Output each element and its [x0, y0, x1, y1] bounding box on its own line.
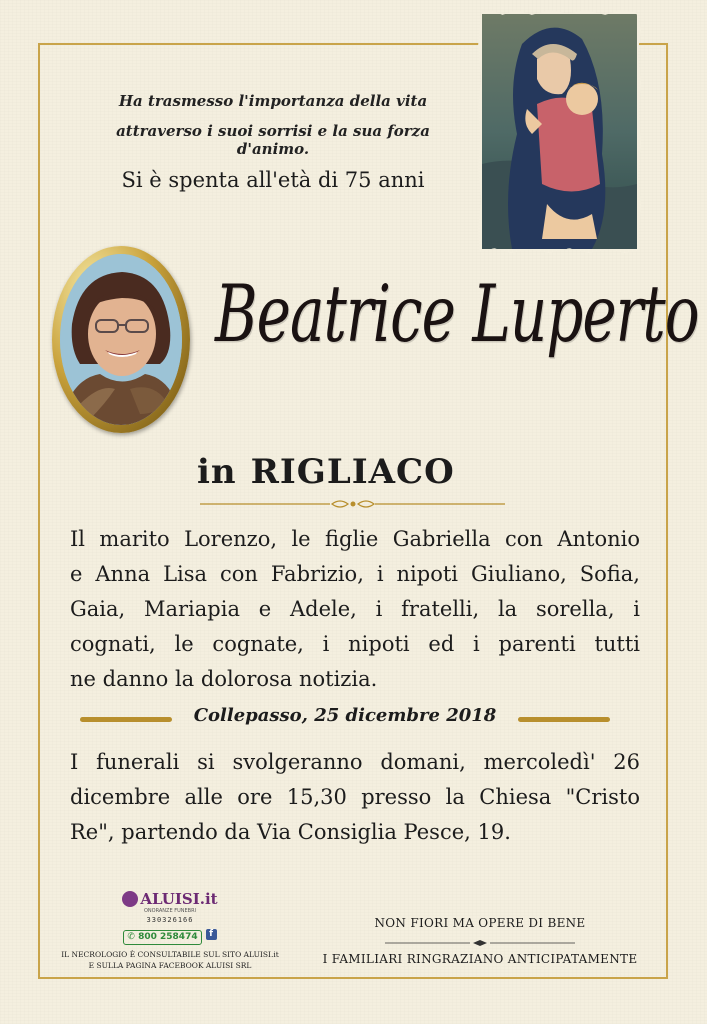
facebook-icon: f	[206, 929, 217, 940]
agency-logo-icon	[122, 891, 138, 907]
ornament-divider	[200, 497, 505, 511]
deceased-name: Beatrice Luperto	[215, 268, 699, 360]
family-line: cognati, le cognate, i nipoti ed i parenti tutti	[70, 632, 640, 656]
place-date-row	[80, 705, 610, 733]
funeral-info	[70, 745, 640, 850]
agency-note-line-1: IL NECROLOGIO È CONSULTABILE SUL SITO ALUISI.it	[61, 949, 279, 959]
agency-phone: 330326166	[146, 916, 194, 924]
agency-logo-text: ALUISI.it	[140, 890, 218, 908]
married-name	[197, 452, 517, 492]
family-announcement	[70, 522, 640, 697]
intro-line-2: attraverso i suoi sorrisi e la sua forza d'animo.	[116, 122, 430, 158]
portrait-frame	[52, 246, 190, 433]
funeral-line: dicembre alle ore 15,30 presso la Chiesa "Cristo	[70, 785, 640, 809]
left-gold-bar	[80, 717, 172, 722]
agency-toll-free-number: 800 258474	[138, 932, 198, 942]
intro-line-1: Ha trasmesso l'importanza della vita	[118, 92, 428, 110]
funeral-line: Re", partendo da Via Consiglia Pesce, 19.	[70, 820, 511, 844]
age-line: Si è spenta all'età di 75 anni	[121, 168, 425, 192]
closing-line-1: NON FIORI MA OPERE DI BENE	[374, 916, 586, 930]
family-line: ne danno la dolorosa notizia.	[70, 667, 378, 691]
phone-icon: ✆	[127, 932, 135, 942]
place-date: Collepasso, 25 dicembre 2018	[193, 705, 497, 726]
family-line: Gaia, Mariapia e Adele, i fratelli, la sorella, i	[70, 597, 640, 621]
agency-logo	[60, 890, 280, 908]
closing-divider	[385, 940, 575, 946]
closing-line-2: I FAMILIARI RINGRAZIANO ANTICIPATAMENTE	[322, 952, 638, 966]
family-line: Il marito Lorenzo, le figlie Gabriella con Antonio	[70, 527, 640, 551]
madonna-and-child-image	[478, 10, 641, 253]
agency-note	[60, 949, 280, 971]
agency-logo-block	[60, 890, 280, 971]
portrait-photo	[60, 254, 182, 425]
family-line: e Anna Lisa con Fabrizio, i nipoti Giuliano, Sofia,	[70, 562, 640, 586]
right-gold-bar	[518, 717, 610, 722]
funeral-line: I funerali si svolgeranno domani, mercoledì' 26	[70, 750, 640, 774]
married-prefix: in	[197, 452, 237, 492]
agency-toll-free	[123, 930, 201, 945]
agency-logo-subtitle: ONORANZE FUNEBRI	[143, 908, 197, 914]
agency-note-line-2: E SULLA PAGINA FACEBOOK ALUISI SRL	[88, 960, 252, 970]
married-surname: RIGLIACO	[250, 452, 455, 492]
